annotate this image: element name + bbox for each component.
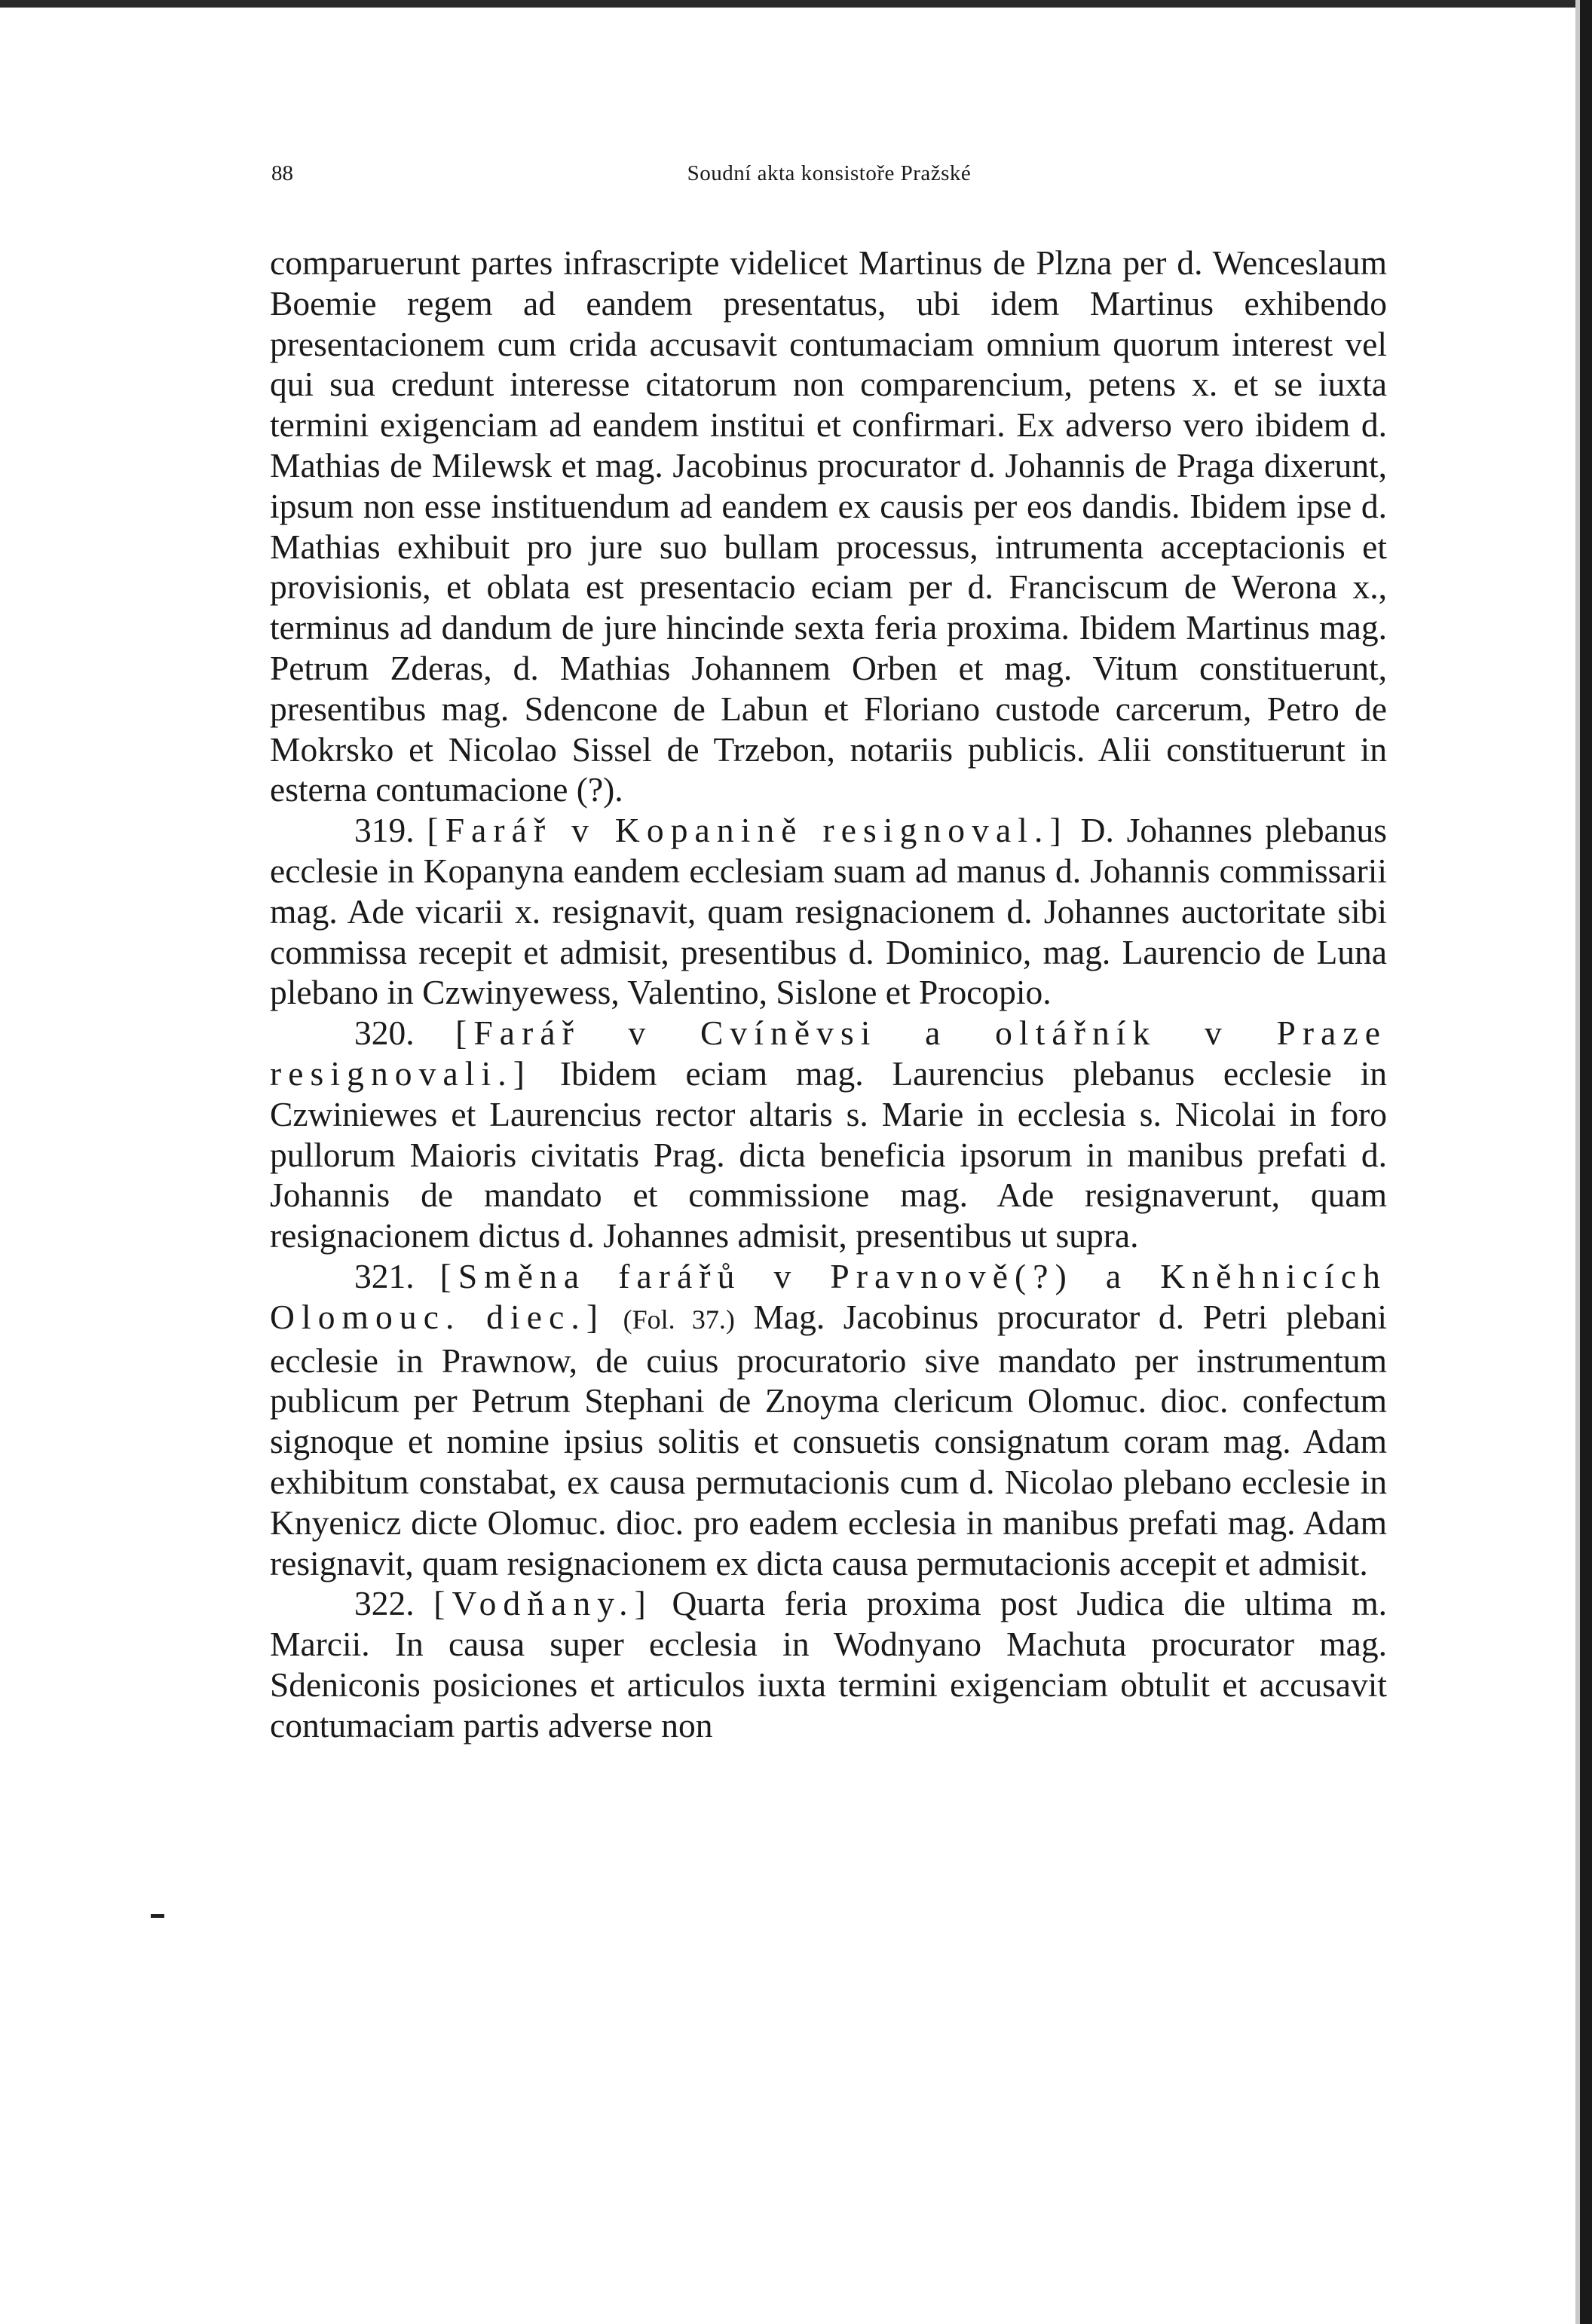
entry-text: Mag. Jacobinus procurator d. Petri plebani ecclesie in Prawnow, de cuius procuratorio sive mandato per instrumentum publicum per Petrum Stephani de Znoyma clericum Olomuc. dioc. confectum signoque et nomine ipsius solitis et consuetis consignatum coram mag. Adam exhibitum constabat, ex causa permutacionis cum d. Nicolao plebano ecclesie in Knyenicz dicte Olomuc. dioc. pro eadem ecclesia in manibus prefati mag. Adam resignavit, quam resignacionem ex dicta causa permutacionis accepit et admisit. [270,1297,1388,1582]
scan-speck [151,1914,164,1918]
entry-number: 322. [354,1584,415,1623]
continuation-paragraph: comparuerunt partes infrascripte videlicet Martinus de Plzna per d. Wenceslaum Boemie regem ad eandem presentatus, ubi idem Martinus exhibendo presentacionem cum crida accusavit contumaciam omnium quorum interest vel qui sua credunt interesse citatorum non comparencium, petens x. et se iuxta termini exigenciam ad eandem institui et confirmari. Ex adverso vero ibidem d. Mathias de Milewsk et mag. Jacobinus procurator d. Johannis de Praga dixerunt, ipsum non esse instituendum ad eandem ex causis per eos dandis. Ibidem ipse d. Mathias exhibuit pro jure suo bullam processus, intrumenta acceptacionis et provisionis, et oblata est presentacio eciam per d. Franciscum de Werona x., terminus ad dandum de jure hincinde sexta feria proxima. Ibidem Martinus mag. Petrum Zderas, d. Mathias Johannem Orben et mag. Vitum constituerunt, presentibus mag. Sdencone de Labun et Floriano custode carcerum, Petro de Mokrsko et Nicolao Sissel de Trzebon, notariis publicis. Alii constituerunt in esterna contumacione (?). [270,243,1387,809]
entry-text: Quarta feria proxima post Judica die ultima m. Marcii. In causa super ecclesia in Wodnyano Machuta procurator mag. Sdeniconis posiciones et articulos iuxta termini exigenciam obtulit et accusavit contumaciam partis adverse non [270,1584,1388,1745]
entry-319 [270,810,1387,1013]
entry-321 [270,1256,1387,1583]
entry-heading: [Vodňany.] [433,1584,653,1623]
running-title: Soudní akta konsistoře Pražské [687,161,972,185]
folio-reference: (Fol. 37.) [623,1304,735,1335]
entry-320 [270,1013,1387,1256]
entry-322 [270,1583,1387,1745]
entry-heading: [Farář v Cvíněvsi a oltářník v Praze resignovali.] [270,1014,1387,1093]
entry-heading: [Farář v Kopanině resignoval.] [427,811,1068,850]
entry-text: D. Johannes plebanus ecclesie in Kopanyna eandem ecclesiam suam ad manus d. Johannis commissarii mag. Ade vicarii x. resignavit, quam resignacionem d. Johannes auctoritate sibi commissa recepit et admisit, presentibus d. Dominico, mag. Laurencio de Luna plebano in Czwinyewess, Valentino, Sislone et Procopio. [270,811,1388,1012]
entry-number: 319. [354,811,415,850]
entry-heading: [Směna farářů v Pravnově(?) a Kněhnicích Olomouc. diec.] [270,1256,1387,1336]
body-text [270,243,1387,1745]
entry-number: 321. [354,1256,415,1295]
page-header [271,158,1387,188]
page-number: 88 [271,161,293,185]
scan-border-top [0,0,1592,8]
scan-border-right [1580,0,1592,2324]
entry-number: 320. [354,1014,415,1053]
entry-text: Ibidem eciam mag. Laurencius plebanus ecclesie in Czwiniewes et Laurencius rector altaris s. Marie in ecclesia s. Nicolai in foro pullorum Maioris civitatis Prag. dicta beneficia ipsorum in manibus prefati d. Johannis de mandato et commissione mag. Ade resignaverunt, quam resignacionem dictus d. Johannes admisit, presentibus ut supra. [270,1053,1387,1255]
